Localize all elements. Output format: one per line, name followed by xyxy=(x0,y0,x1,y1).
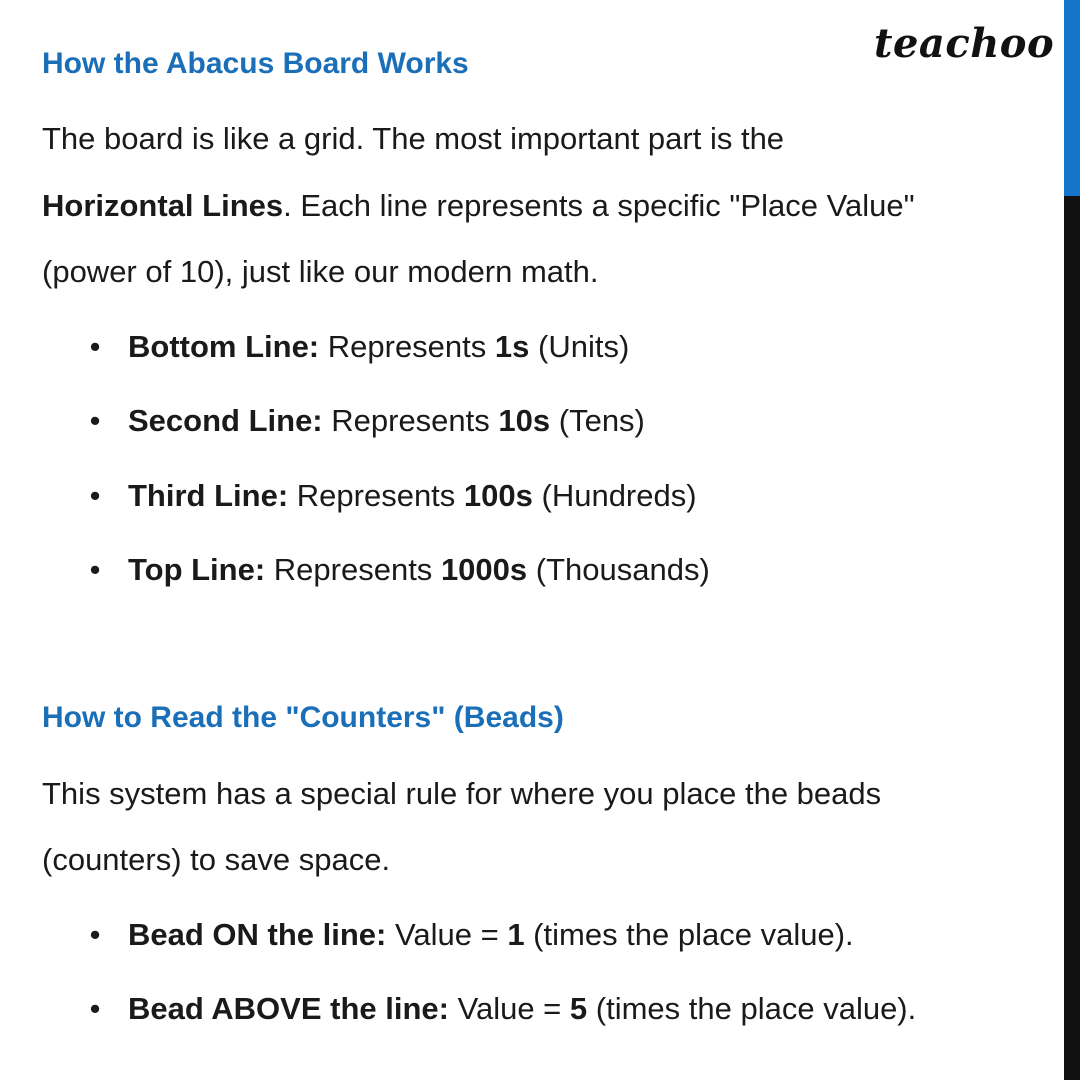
bullet-value: 1000s xyxy=(440,552,528,587)
bullet-label: Third Line: xyxy=(128,478,289,513)
section-heading-abacus-board: How the Abacus Board Works xyxy=(42,47,469,80)
bullet-icon: • xyxy=(89,403,101,438)
bullet-text: Represents xyxy=(319,329,495,364)
bullet-value: 10s xyxy=(498,403,551,438)
paragraph-line: This system has a special rule for where you place the beads xyxy=(42,776,882,811)
bullet-text: (Hundreds) xyxy=(532,478,697,513)
paragraph-line: The board is like a grid. The most important part is the xyxy=(42,121,785,156)
bold-term: Horizontal Lines xyxy=(42,188,284,223)
bullet-value: 100s xyxy=(463,478,533,513)
bullet-text: Represents xyxy=(265,552,441,587)
bullet-label: Bead ABOVE the line: xyxy=(128,991,449,1026)
bullet-text: Value = xyxy=(386,917,508,952)
bullet-label: Bottom Line: xyxy=(128,329,320,364)
paragraph-text: . Each line represents a specific "Place Value" xyxy=(283,188,915,223)
bullet-label: Second Line: xyxy=(128,403,323,438)
bullet-text: Represents xyxy=(288,478,464,513)
paragraph-line: (power of 10), just like our modern math. xyxy=(42,254,599,289)
bullet-label: Top Line: xyxy=(128,552,266,587)
teachoo-logo: teachoo xyxy=(874,20,1055,67)
bullet-label: Bead ON the line: xyxy=(128,917,387,952)
paragraph-line: (counters) to save space. xyxy=(42,842,391,877)
bullet-icon: • xyxy=(89,329,101,364)
bullet-value: 1s xyxy=(494,329,530,364)
bullet-text: (times the place value). xyxy=(587,991,917,1026)
bullet-icon: • xyxy=(89,478,101,513)
bullet-icon: • xyxy=(89,552,101,587)
vertical-scrollbar[interactable] xyxy=(1064,0,1080,1080)
bullet-text: (Units) xyxy=(529,329,630,364)
section-heading-counters: How to Read the "Counters" (Beads) xyxy=(42,701,564,734)
bullet-text: Represents xyxy=(322,403,499,438)
bullet-icon: • xyxy=(89,917,101,952)
scrollbar-thumb[interactable] xyxy=(1064,0,1080,196)
bullet-icon: • xyxy=(89,991,101,1026)
bullet-value: 5 xyxy=(569,991,588,1026)
bullet-text: Value = xyxy=(448,991,570,1026)
bullet-text: (times the place value). xyxy=(524,917,854,952)
bullet-text: (Tens) xyxy=(550,403,645,438)
paragraph-line xyxy=(42,186,915,226)
bullet-text: (Thousands) xyxy=(527,552,710,587)
bullet-value: 1 xyxy=(507,917,525,952)
